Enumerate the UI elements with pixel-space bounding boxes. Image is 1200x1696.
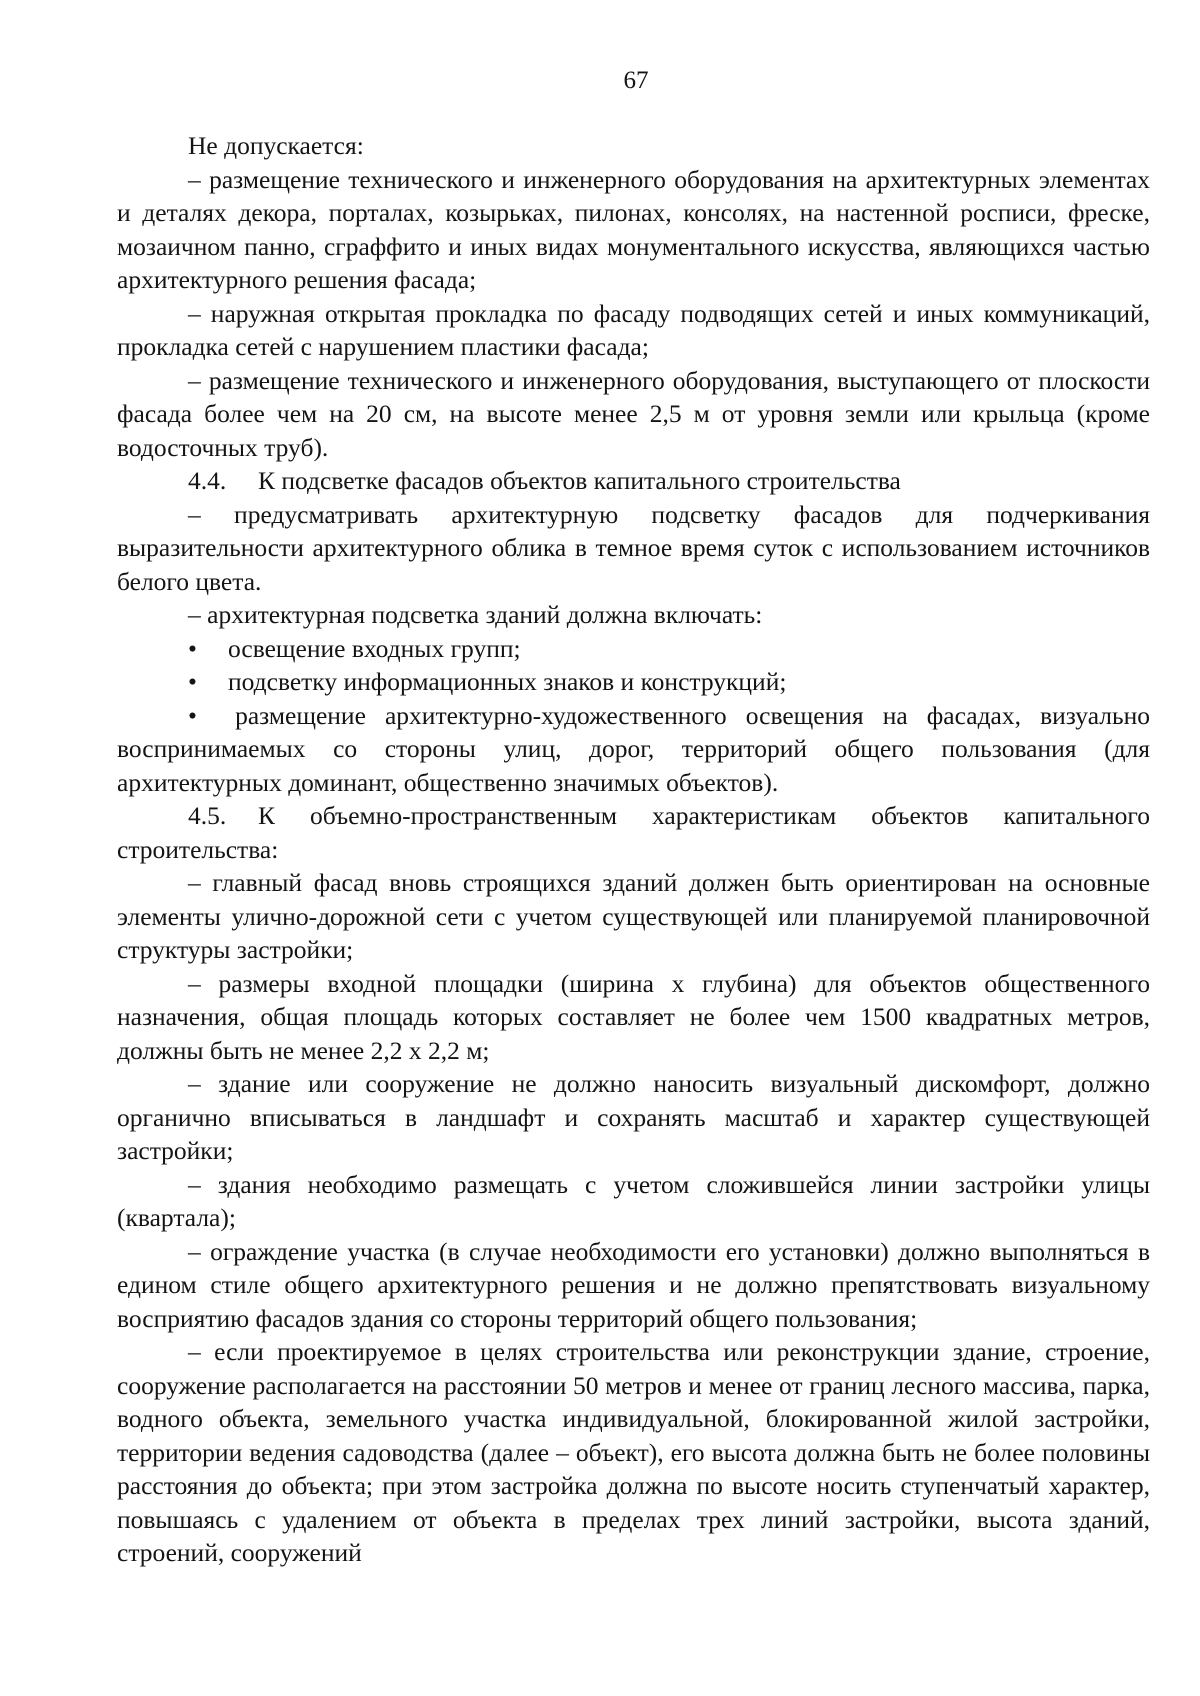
bullet-icon: •	[188, 633, 197, 663]
bullet-text: подсветку информационных знаков и конструкций;	[228, 667, 787, 696]
bullet-text: размещение архитектурно-художественного освещения на фасадах, визуально воспринимаемых со стороны улиц, дорог, территорий общего пользования (для архитектурных доминант, общественно значимых объектов).	[117, 700, 1150, 797]
section-title: К подсветке фасадов объектов капитального строительства	[258, 466, 901, 495]
paragraph-fencing: – ограждение участка (в случае необходимости его установки) должно выполняться в едином стиле общего архитектурного решения и не должно препятствовать визуальному восприятию фасадов здания со стороны территорий общего пользования;	[117, 1236, 1150, 1333]
section-number: 4.4.	[188, 466, 227, 495]
section-title: К объемно-пространственным характеристикам объектов капитального строительства:	[117, 801, 1150, 864]
paragraph-building-line: – здания необходимо размещать с учетом сложившейся линии застройки улицы (квартала);	[117, 1169, 1150, 1232]
bullet-item	[117, 699, 1150, 800]
paragraph-open-networks: – наружная открытая прокладка по фасаду подводящих сетей и иных коммуникаций, прокладка сетей с нарушением пластики фасада;	[117, 298, 1150, 361]
page-number: 67	[623, 67, 649, 94]
bullet-item	[117, 665, 1150, 699]
section-4-4	[117, 464, 1150, 498]
paragraph-visual-comfort: – здание или сооружение не должно наносить визуальный дискомфорт, должно органично вписываться в ландшафт и сохранять масштаб и характер существующей застройки;	[117, 1069, 1150, 1165]
paragraph-lighting-includes: – архитектурная подсветка зданий должна включать:	[188, 600, 763, 629]
paragraph-equipment-on-decor: – размещение технического и инженерного оборудования на архитектурных элементах и деталях декора, порталах, козырьках, пилонах, консолях, на настенной росписи, фреске, мозаичном панно, сграффито и иных видах монументального искусства, являющихся частью архитектурного решения фасада;	[117, 164, 1150, 294]
document-body	[117, 129, 1150, 1570]
bullet-text: освещение входных групп;	[228, 633, 521, 663]
paragraph-not-allowed-heading: Не допускается:	[188, 131, 364, 160]
paragraph-entrance-area: – размеры входной площадки (ширина х глубина) для объектов общественного назначения, общая площадь которых составляет не более чем 1500 квадратных метров, должны быть не менее 2,2 х 2,2 м;	[117, 968, 1150, 1065]
paragraph-architectural-lighting: – предусматривать архитектурную подсветку фасадов для подчеркивания выразительности архитектурного облика в темное время суток с использованием источников белого цвета.	[117, 499, 1150, 596]
section-number: 4.5.	[188, 801, 227, 830]
paragraph-protruding-equipment: – размещение технического и инженерного оборудования, выступающего от плоскости фасада более чем на 20 см, на высоте менее 2,5 м от уровня земли или крыльца (кроме водосточных труб).	[117, 365, 1150, 462]
bullet-item	[117, 632, 1150, 666]
bullet-icon: •	[188, 667, 197, 696]
paragraph-height-limits: – если проектируемое в целях строительства или реконструкции здание, строение, сооружение располагается на расстоянии 50 метров и менее от границ лесного массива, парка, водного объекта, земельного участка индивидуальной, блокированной жилой застройки, территории ведения садоводства (далее – объект), его высота должна быть не более половины расстояния до объекта; при этом застройка должна по высоте носить ступенчатый характер, повышаясь с удалением от объекта в пределах трех линий застройки, высота зданий, строений, сооружений	[117, 1337, 1150, 1567]
bullet-icon: •	[188, 700, 236, 730]
paragraph-main-facade: – главный фасад вновь строящихся зданий должен быть ориентирован на основные элементы улично-дорожной сети с учетом существующей или планируемой планировочной структуры застройки;	[117, 868, 1150, 964]
section-4-5	[117, 799, 1150, 866]
